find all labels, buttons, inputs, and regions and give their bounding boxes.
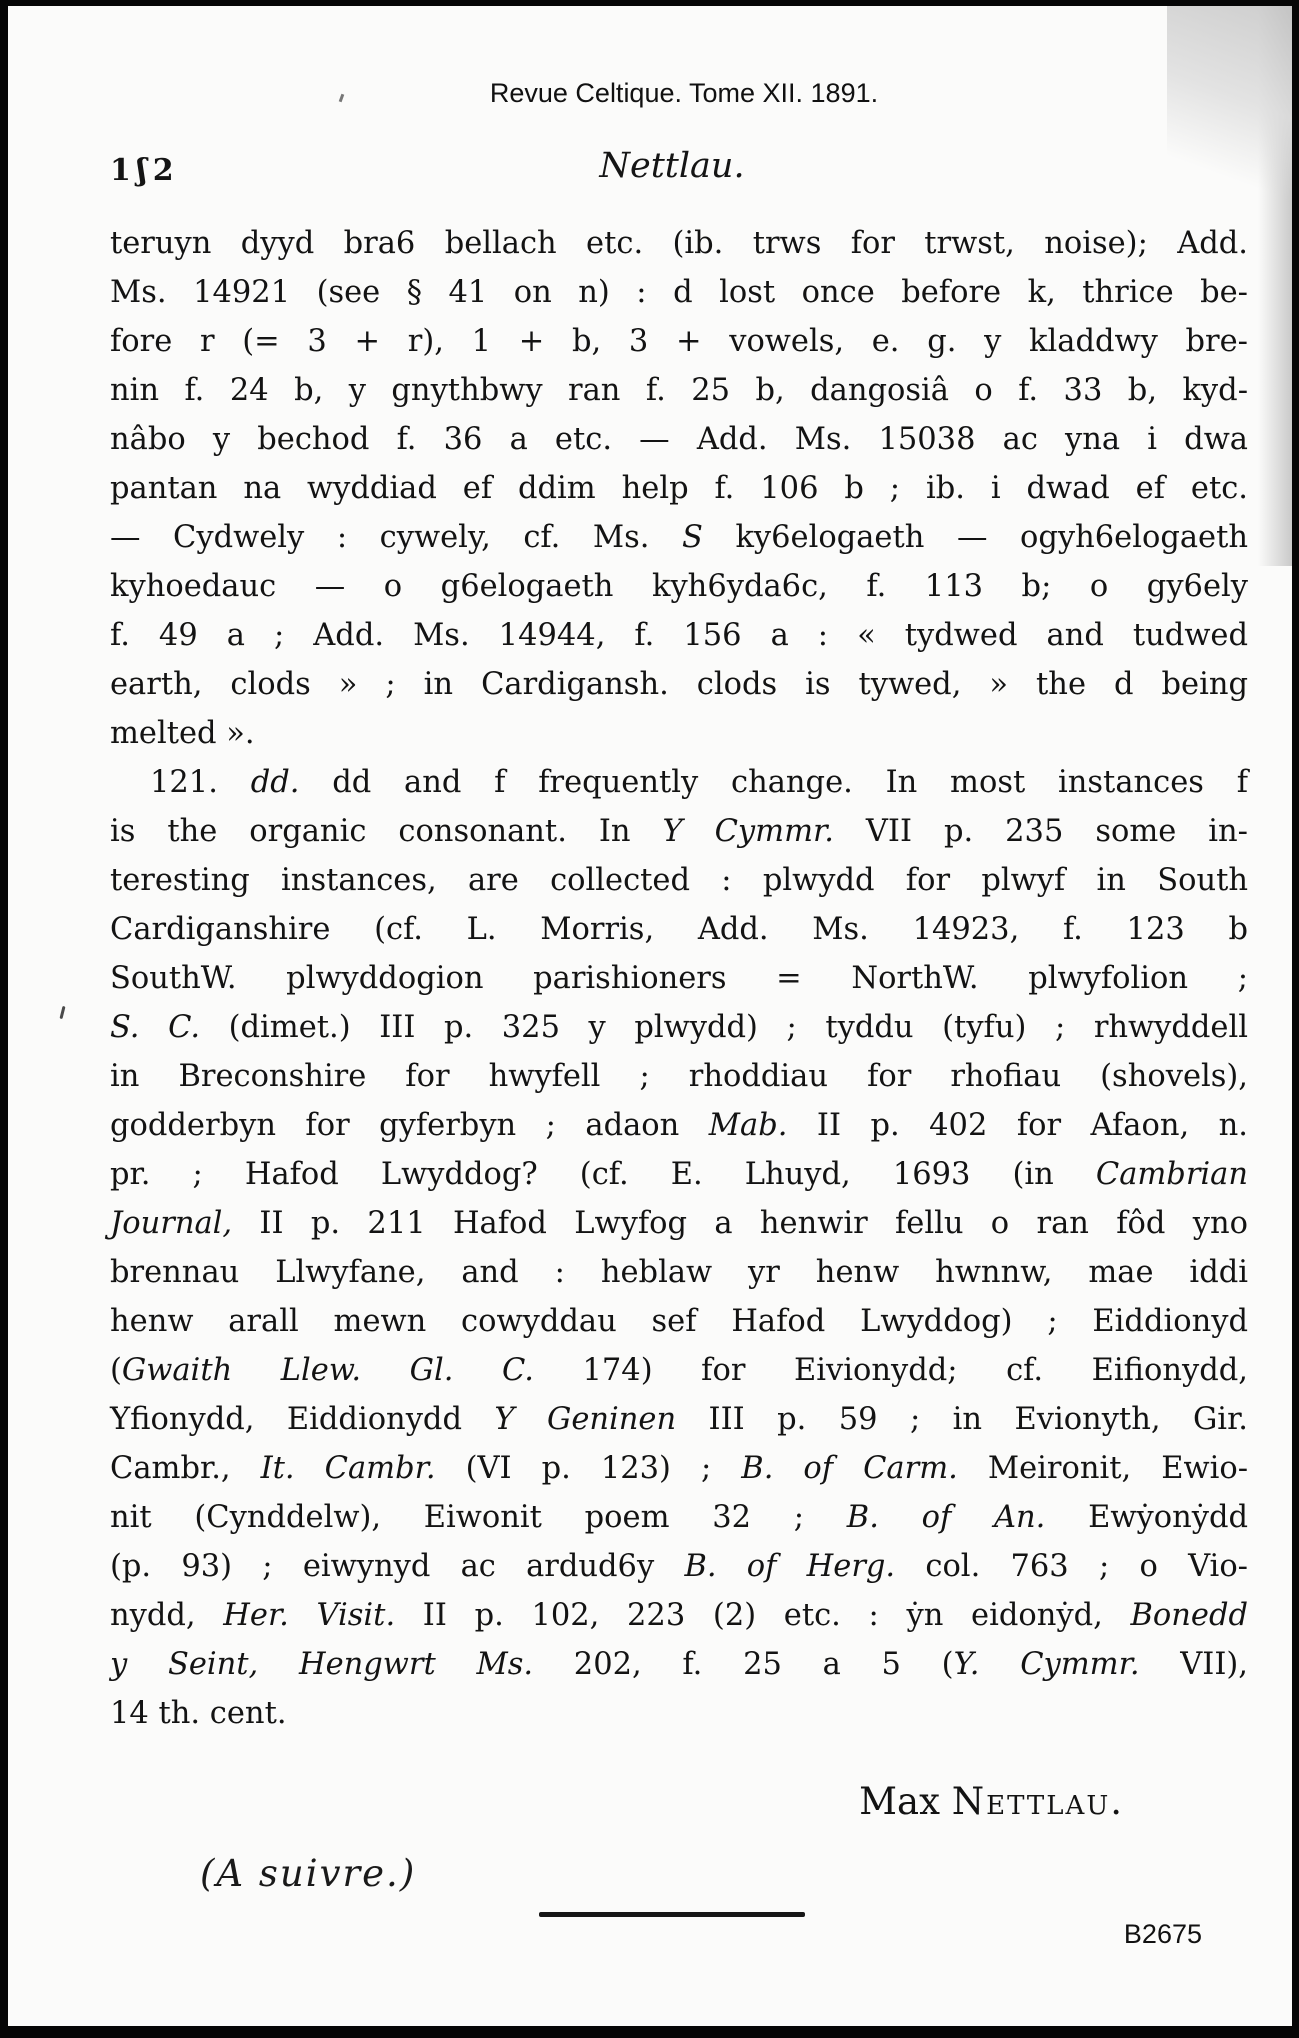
text-run: ( bbox=[110, 1353, 122, 1388]
body-line bbox=[110, 1248, 1248, 1297]
text-run: II p. 402 for Afaon, n. bbox=[787, 1108, 1248, 1143]
author-last-name: Nettlau. bbox=[951, 1780, 1124, 1823]
text-run: 174) for Eivionydd; cf. Eifionydd, bbox=[533, 1353, 1248, 1388]
text-run: melted ». bbox=[110, 716, 255, 751]
text-run: VII), bbox=[1139, 1647, 1248, 1682]
text-run: dd and f frequently change. In most instances f bbox=[299, 765, 1248, 800]
body-line bbox=[110, 219, 1248, 268]
body-line bbox=[110, 1493, 1248, 1542]
text-run: nin f. 24 b, y gnythbwy ran f. 25 b, dangosiâ o f. 33 b, kyd- bbox=[110, 373, 1248, 408]
scan-stray-mark bbox=[59, 1006, 65, 1019]
italic-text-run: B. of An. bbox=[846, 1500, 1046, 1535]
body-line bbox=[110, 1199, 1248, 1248]
body-line bbox=[110, 1689, 1248, 1738]
italic-text-run: S bbox=[681, 520, 703, 555]
body-line bbox=[110, 611, 1248, 660]
body-line bbox=[110, 709, 1248, 758]
text-run: brennau Llwyfane, and : heblaw yr henw hwnnw, mae iddi bbox=[110, 1255, 1248, 1290]
text-run: (VI p. 123) ; bbox=[435, 1451, 742, 1486]
italic-text-run: Gwaith Llew. Gl. C. bbox=[121, 1353, 534, 1388]
body-line bbox=[110, 1395, 1248, 1444]
text-run: Meironit, Ewio- bbox=[957, 1451, 1249, 1486]
end-rule bbox=[539, 1912, 805, 1917]
text-run: III p. 59 ; in Evionyth, Gir. bbox=[676, 1402, 1248, 1437]
body-line bbox=[110, 1542, 1248, 1591]
body-line bbox=[110, 562, 1248, 611]
text-run: is the organic consonant. In bbox=[110, 814, 663, 849]
text-run: (p. 93) ; eiwynyd ac ardud6y bbox=[110, 1549, 685, 1584]
italic-text-run: Bonedd bbox=[1130, 1598, 1248, 1633]
body-line bbox=[110, 660, 1248, 709]
body-line bbox=[110, 856, 1248, 905]
italic-text-run: Her. Visit. bbox=[223, 1598, 396, 1633]
italic-text-run: Y. Cymmr. bbox=[953, 1647, 1140, 1682]
italic-text-run: It. Cambr. bbox=[260, 1451, 436, 1486]
body-line bbox=[110, 1640, 1248, 1689]
text-run: 202, f. 25 a 5 ( bbox=[533, 1647, 954, 1682]
text-run: (dimet.) III p. 325 y plwydd) ; tyddu (tyfu) ; rhwyddell bbox=[200, 1010, 1248, 1045]
body-line bbox=[110, 317, 1248, 366]
body-line bbox=[110, 758, 1248, 807]
text-run: II p. 102, 223 (2) etc. : ẏn eidonẏd, bbox=[395, 1598, 1131, 1633]
text-run: godderbyn for gyferbyn ; adaon bbox=[110, 1108, 709, 1143]
paper-sheet bbox=[8, 6, 1292, 2026]
italic-text-run: B. of Carm. bbox=[741, 1451, 958, 1486]
body-line bbox=[110, 366, 1248, 415]
text-run: nâbo y bechod f. 36 a etc. — Add. Ms. 15038 ac yna i dwa bbox=[110, 422, 1248, 457]
italic-text-run: Cambrian bbox=[1095, 1157, 1248, 1192]
italic-text-run: Mab. bbox=[708, 1108, 788, 1143]
volume-header: Revue Celtique. Tome XII. 1891. bbox=[489, 78, 879, 108]
italic-text-run: S. C. bbox=[110, 1010, 201, 1045]
text-run: nydd, bbox=[110, 1598, 224, 1633]
body-line bbox=[110, 807, 1248, 856]
author-first-name: Max bbox=[859, 1780, 952, 1823]
body-line bbox=[110, 415, 1248, 464]
italic-text-run: B. of Herg. bbox=[684, 1549, 896, 1584]
italic-text-run: dd. bbox=[250, 765, 300, 800]
body-line bbox=[110, 1297, 1248, 1346]
author-signature bbox=[859, 1780, 1124, 1823]
body-line bbox=[110, 1591, 1248, 1640]
text-run: teruyn dyyd bra6 bellach etc. (ib. trws for trwst, noise); Add. bbox=[110, 226, 1248, 261]
text-run: earth, clods » ; in Cardigansh. clods is tywed, » the d being bbox=[110, 667, 1248, 702]
body-line bbox=[110, 513, 1248, 562]
body-line bbox=[110, 905, 1248, 954]
italic-text-run: Y Geninen bbox=[494, 1402, 677, 1437]
text-run: — Cydwely : cywely, cf. Ms. bbox=[110, 520, 682, 555]
text-run: pantan na wyddiad ef ddim help f. 106 b ; ib. i dwad ef etc. bbox=[110, 471, 1248, 506]
text-run: henw arall mewn cowyddau sef Hafod Lwyddog) ; Eiddionyd bbox=[110, 1304, 1248, 1339]
archive-stamp: B2675 bbox=[1123, 1919, 1202, 1949]
body-line bbox=[110, 1101, 1248, 1150]
italic-text-run: Journal, bbox=[110, 1206, 233, 1241]
body-line bbox=[110, 1052, 1248, 1101]
text-run: II p. 211 Hafod Lwyfog a henwir fellu o ran fôd yno bbox=[232, 1206, 1248, 1241]
text-run: teresting instances, are collected : plwydd for plwyf in South bbox=[110, 863, 1248, 898]
text-run: 14 th. cent. bbox=[110, 1696, 287, 1731]
body-line bbox=[110, 1003, 1248, 1052]
italic-text-run: Y Cymmr. bbox=[662, 814, 834, 849]
text-run: kyhoedauc — o g6elogaeth kyh6yda6c, f. 113 b; o gy6ely bbox=[110, 569, 1248, 604]
text-run: pr. ; Hafod Lwyddog? (cf. E. Lhuyd, 1693 (in bbox=[110, 1157, 1096, 1192]
text-run: f. 49 a ; Add. Ms. 14944, f. 156 a : « tydwed and tudwed bbox=[110, 618, 1248, 653]
body-text bbox=[110, 219, 1248, 1738]
page-number: 1ʃ2 bbox=[110, 153, 180, 188]
running-head-title: Nettlau. bbox=[599, 146, 745, 186]
body-line bbox=[110, 1346, 1248, 1395]
text-run: nit (Cynddelw), Eiwonit poem 32 ; bbox=[110, 1500, 847, 1535]
text-run: Ewẏonẏdd bbox=[1045, 1500, 1249, 1535]
text-run: fore r (= 3 + r), 1 + b, 3 + vowels, e. g. y kladdwy bre- bbox=[110, 324, 1248, 359]
continuation-note: (A suivre.) bbox=[200, 1852, 417, 1895]
text-run: Cambr., bbox=[110, 1451, 261, 1486]
text-run: Cardiganshire (cf. L. Morris, Add. Ms. 14923, f. 123 b bbox=[110, 912, 1248, 947]
body-line bbox=[110, 464, 1248, 513]
italic-text-run: y Seint, Hengwrt Ms. bbox=[110, 1647, 534, 1682]
body-line bbox=[110, 954, 1248, 1003]
body-line bbox=[110, 268, 1248, 317]
body-line bbox=[110, 1150, 1248, 1199]
text-run: SouthW. plwyddogion parishioners = NorthW. plwyfolion ; bbox=[110, 961, 1248, 996]
text-run: VII p. 235 some in- bbox=[833, 814, 1248, 849]
body-line bbox=[110, 1444, 1248, 1493]
text-run: col. 763 ; o Vio- bbox=[895, 1549, 1248, 1584]
text-run: 121. bbox=[150, 765, 251, 800]
text-run: Ms. 14921 (see § 41 on n) : d lost once before k, thrice be- bbox=[110, 275, 1248, 310]
text-run: Yfionydd, Eiddionydd bbox=[110, 1402, 495, 1437]
text-run: ky6elogaeth — ogyh6elogaeth bbox=[702, 520, 1248, 555]
text-run: in Breconshire for hwyfell ; rhoddiau for rhofiau (shovels), bbox=[110, 1059, 1248, 1094]
